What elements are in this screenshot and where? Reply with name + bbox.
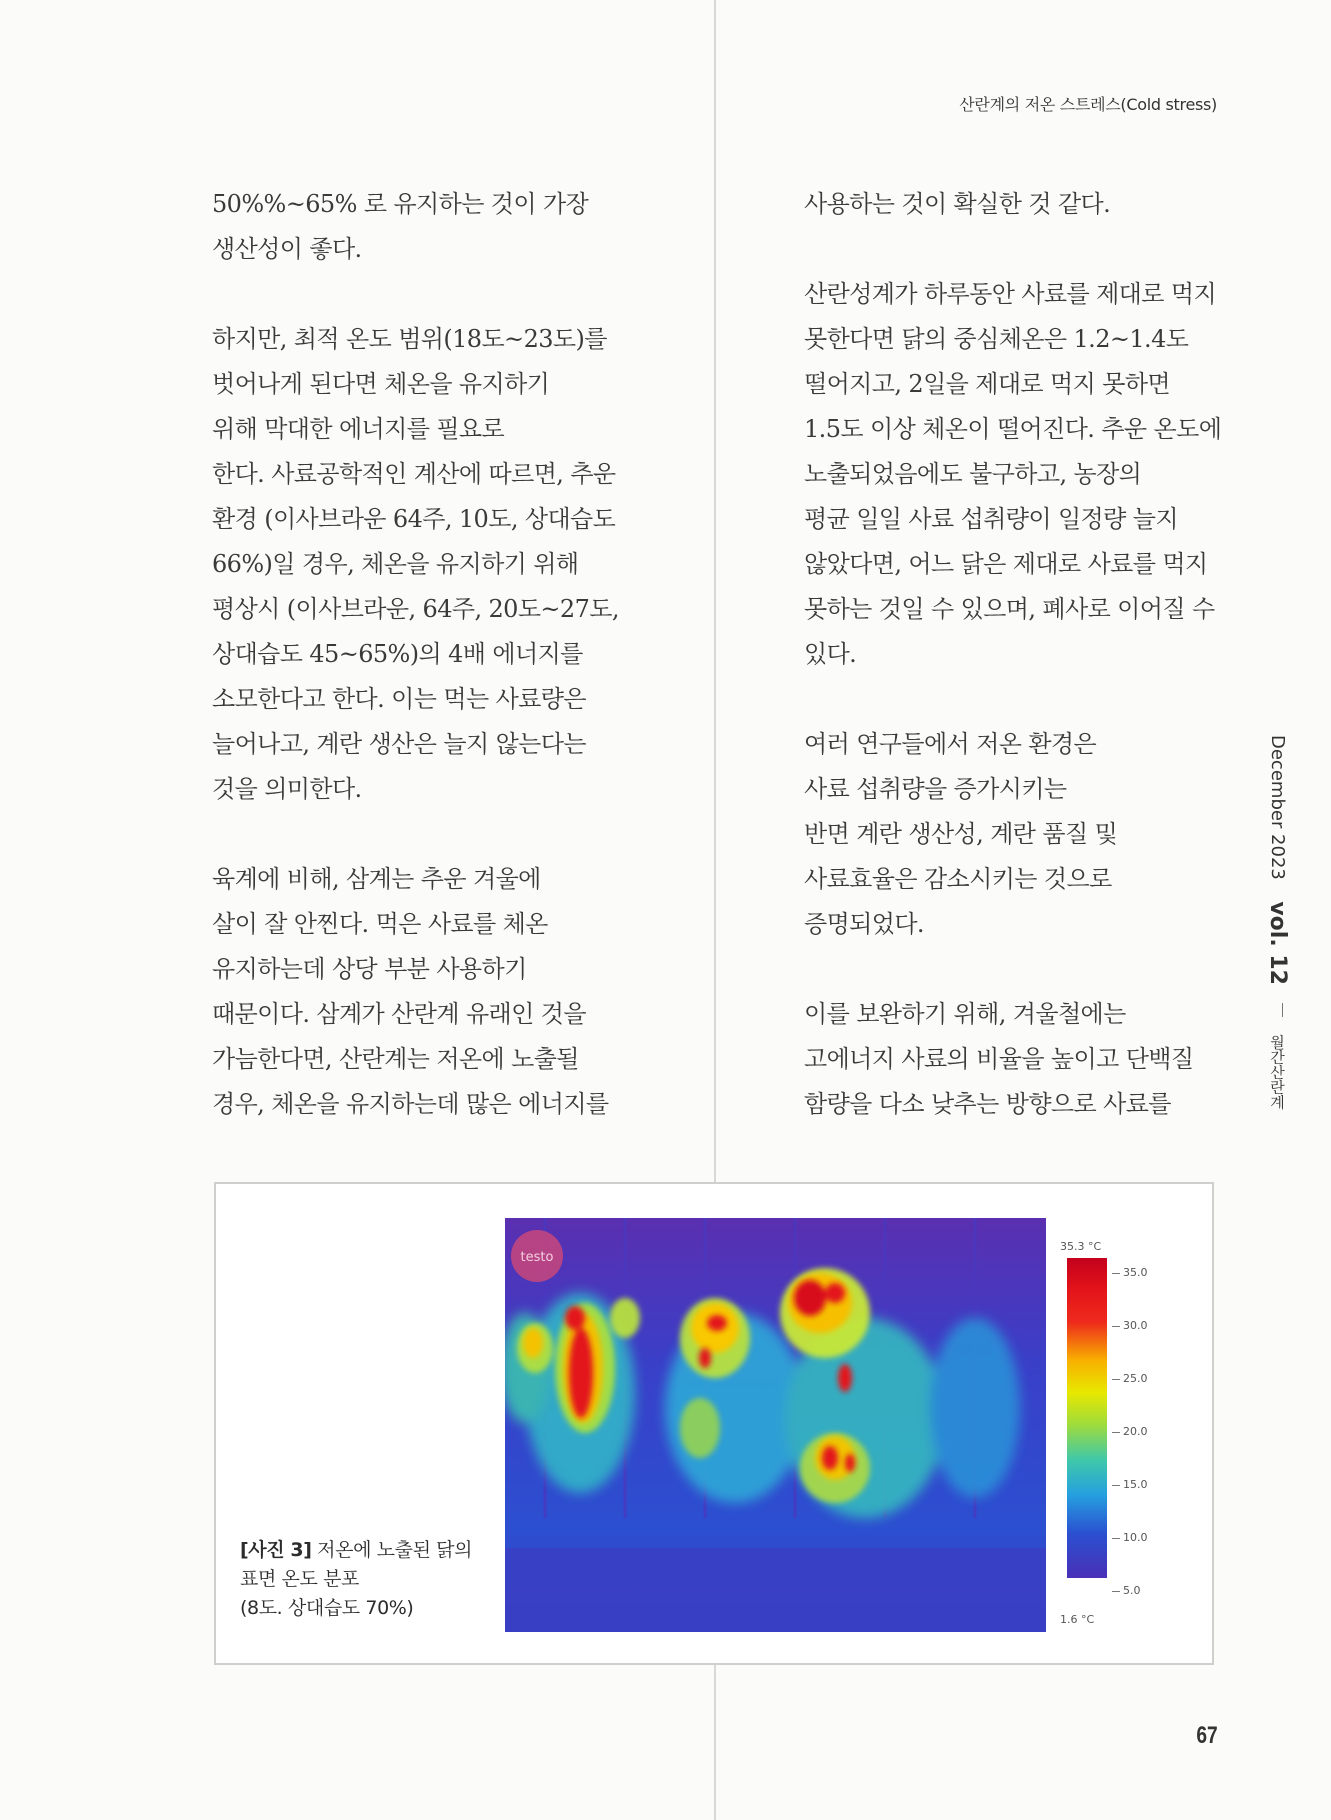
text-line: 상대습도 45~65%)의 4배 에너지를 xyxy=(212,640,583,668)
text-line: 평상시 (이사브라운, 64주, 20도~27도, xyxy=(212,595,619,623)
text-line: 반면 계란 생산성, 계란 품질 및 xyxy=(804,820,1118,848)
scale-max-label: 35.3 °C xyxy=(1060,1240,1102,1253)
left-text-column xyxy=(212,182,632,1127)
text-line: 가늠한다면, 산란계는 저온에 노출될 xyxy=(212,1045,579,1073)
text-line: 않았다면, 어느 닭은 제대로 사료를 먹지 xyxy=(804,550,1208,578)
text-line: 유지하는데 상당 부분 사용하기 xyxy=(212,955,527,983)
text-line: 한다. 사료공학적인 계산에 따르면, 추운 xyxy=(212,460,616,488)
text-line: 못한다면 닭의 중심체온은 1.2~1.4도 xyxy=(804,325,1189,353)
scale-tick-label: 35.0 xyxy=(1112,1266,1148,1279)
paragraph xyxy=(804,182,1224,227)
text-line: 노출되었음에도 불구하고, 농장의 xyxy=(804,460,1142,488)
paragraph xyxy=(804,272,1224,677)
caption-line-2: 표면 온도 분포 xyxy=(240,1568,360,1590)
page-number: 67 xyxy=(1196,1722,1218,1749)
text-line: 경우, 체온을 유지하는데 많은 에너지를 xyxy=(212,1090,609,1118)
caption-line-1: 저온에 노출된 닭의 xyxy=(311,1539,473,1561)
text-line: 산란성계가 하루동안 사료를 제대로 먹지 xyxy=(804,280,1217,308)
text-line: 50%%~65% 로 유지하는 것이 가장 xyxy=(212,190,589,218)
right-text-column xyxy=(804,182,1224,1127)
scale-tick-label: 15.0 xyxy=(1112,1478,1148,1491)
paragraph xyxy=(804,722,1224,947)
text-line: 고에너지 사료의 비율을 높이고 단백질 xyxy=(804,1045,1194,1073)
paragraph xyxy=(212,317,632,812)
text-line: 하지만, 최적 온도 범위(18도~23도)를 xyxy=(212,325,607,353)
text-line: 1.5도 이상 체온이 떨어진다. 추운 온도에 xyxy=(804,415,1222,443)
scale-tick-label: 5.0 xyxy=(1112,1584,1141,1597)
issue-side-tag xyxy=(1265,735,1290,1109)
text-line: 떨어지고, 2일을 제대로 먹지 못하면 xyxy=(804,370,1170,398)
paragraph xyxy=(804,992,1224,1127)
figure-caption xyxy=(240,1536,480,1623)
running-head: 산란계의 저온 스트레스(Cold stress) xyxy=(959,95,1217,114)
caption-label: [사진 3] xyxy=(240,1539,312,1561)
thermal-image xyxy=(505,1218,1046,1632)
paragraph xyxy=(212,182,632,272)
text-line: 소모한다고 한다. 이는 먹는 사료량은 xyxy=(212,685,586,713)
text-line: 있다. xyxy=(804,640,857,668)
text-line: 늘어나고, 계란 생산은 늘지 않는다는 xyxy=(212,730,586,758)
text-line: 증명되었다. xyxy=(804,910,924,938)
paragraph xyxy=(212,857,632,1127)
scale-min-label: 1.6 °C xyxy=(1060,1613,1095,1626)
text-line: 사용하는 것이 확실한 것 같다. xyxy=(804,190,1111,218)
text-line: 사료효율은 감소시키는 것으로 xyxy=(804,865,1112,893)
text-line: 것을 의미한다. xyxy=(212,775,362,803)
text-line: 사료 섭취량을 증가시키는 xyxy=(804,775,1067,803)
issue-volume: vol. 12 xyxy=(1265,901,1290,985)
column-divider-bottom xyxy=(714,1665,716,1820)
watermark-text: testo xyxy=(520,1250,554,1265)
text-line: 66%)일 경우, 체온을 유지하기 위해 xyxy=(212,550,579,578)
temperature-scale xyxy=(1050,1218,1170,1632)
side-tag-separator xyxy=(1282,1003,1283,1017)
text-line: 생산성이 좋다. xyxy=(212,235,362,263)
text-line: 함량을 다소 낮추는 방향으로 사료를 xyxy=(804,1090,1171,1118)
scale-tick-label: 20.0 xyxy=(1112,1425,1148,1438)
scale-tick-label: 10.0 xyxy=(1112,1531,1148,1544)
text-line: 평균 일일 사료 섭취량이 일정량 늘지 xyxy=(804,505,1178,533)
text-line: 살이 잘 안찐다. 먹은 사료를 체온 xyxy=(212,910,548,938)
text-line: 벗어나게 된다면 체온을 유지하기 xyxy=(212,370,550,398)
caption-line-3: (8도. 상대습도 70%) xyxy=(240,1597,414,1619)
magazine-name: 월간산란계 xyxy=(1268,1034,1286,1110)
text-line: 위해 막대한 에너지를 필요로 xyxy=(212,415,505,443)
scale-tick-label: 30.0 xyxy=(1112,1319,1148,1332)
column-divider xyxy=(714,0,716,1182)
text-line: 육계에 비해, 삼계는 추운 겨울에 xyxy=(212,865,541,893)
text-line: 때문이다. 삼계가 산란계 유래인 것을 xyxy=(212,1000,586,1028)
text-line: 여러 연구들에서 저온 환경은 xyxy=(804,730,1097,758)
scale-color-bar xyxy=(1067,1258,1107,1578)
text-line: 못하는 것일 수 있으며, 폐사로 이어질 수 xyxy=(804,595,1215,623)
scale-tick-label: 25.0 xyxy=(1112,1372,1148,1385)
issue-date: December 2023 xyxy=(1267,735,1288,880)
text-line: 환경 (이사브라운 64주, 10도, 상대습도 xyxy=(212,505,616,533)
text-line: 이를 보완하기 위해, 겨울철에는 xyxy=(804,1000,1126,1028)
